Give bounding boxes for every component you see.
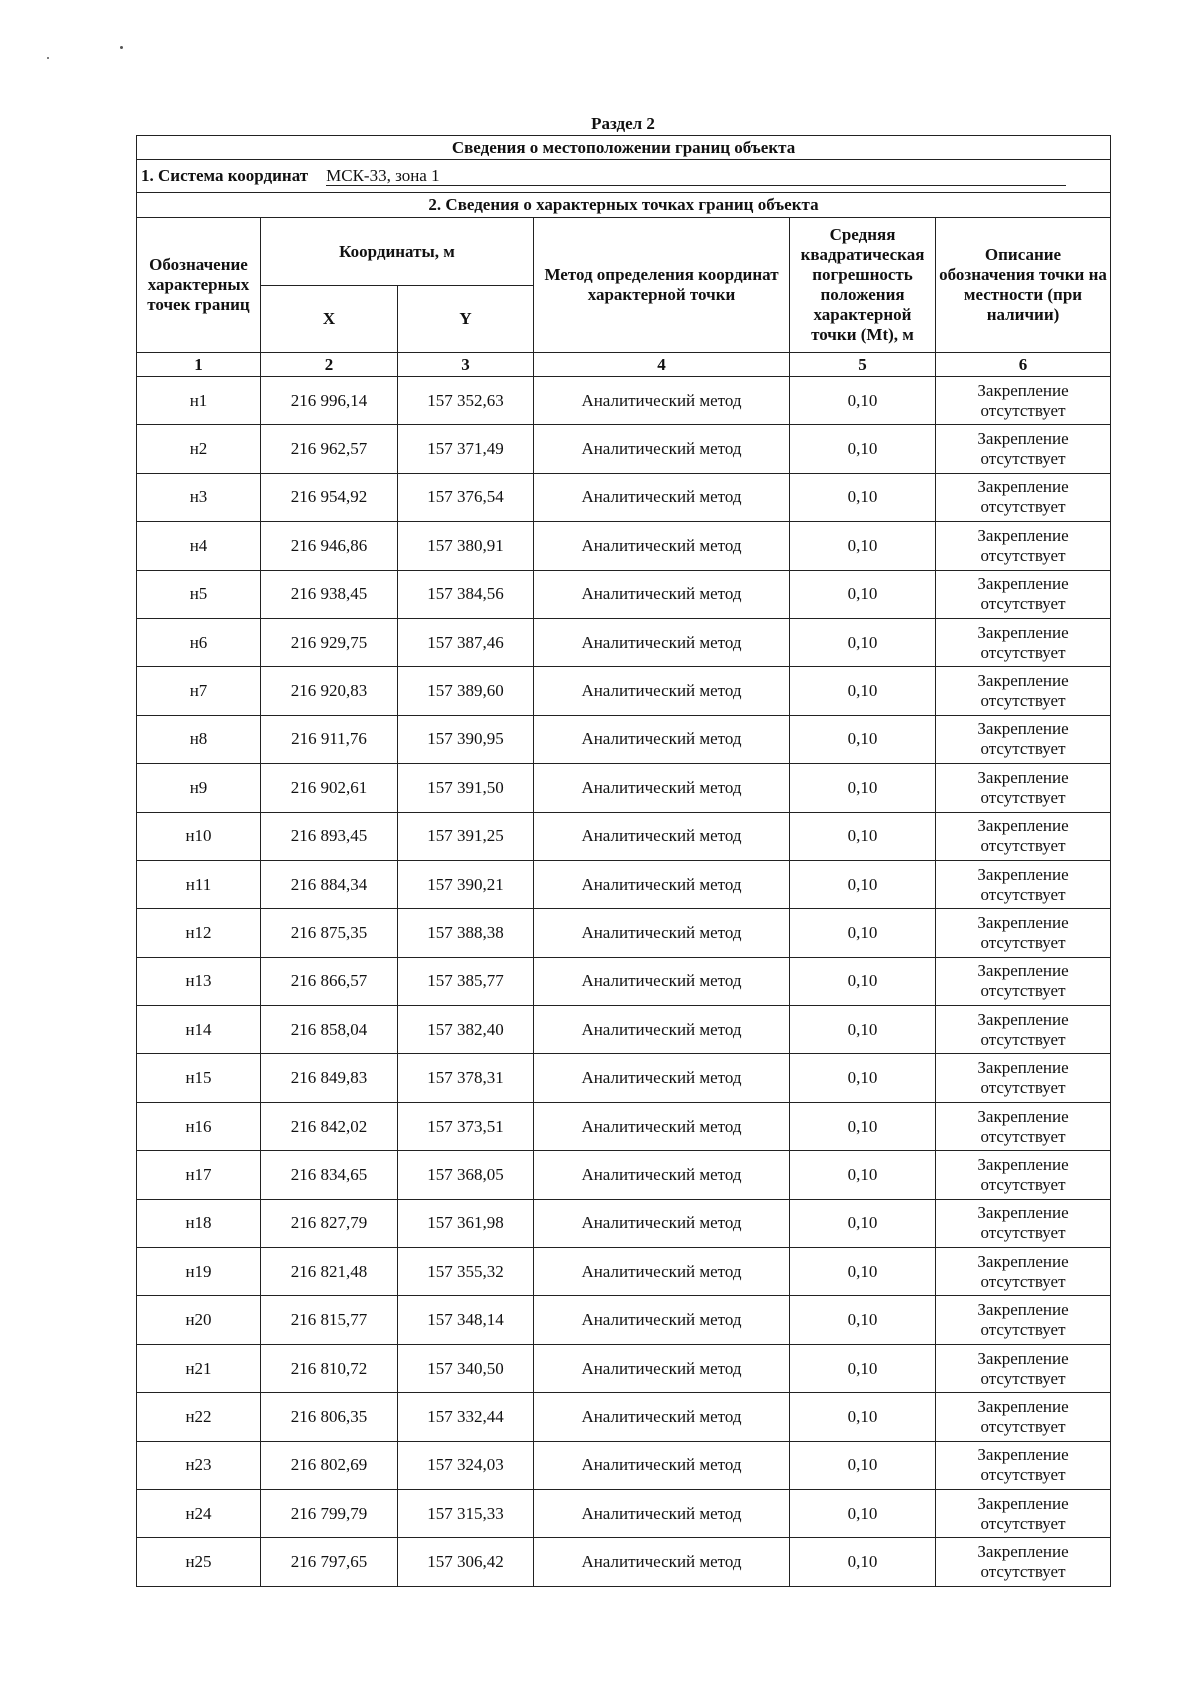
point-designation: н4: [137, 522, 261, 570]
point-designation: н8: [137, 715, 261, 763]
method-cell: Аналитический метод: [534, 1248, 790, 1296]
coord-x: 216 911,76: [261, 715, 398, 763]
method-cell: Аналитический метод: [534, 1344, 790, 1392]
error-cell: 0,10: [790, 1199, 936, 1247]
coord-y: 157 371,49: [398, 425, 534, 473]
description-cell: Закрепление отсутствует: [936, 1344, 1111, 1392]
description-cell: Закрепление отсутствует: [936, 1054, 1111, 1102]
description-cell: Закрепление отсутствует: [936, 1102, 1111, 1150]
description-cell: Закрепление отсутствует: [936, 667, 1111, 715]
method-cell: Аналитический метод: [534, 812, 790, 860]
header-description: Описание обозначения точки на местности (при наличии): [936, 218, 1111, 353]
table-row: [137, 1441, 1111, 1489]
description-cell: Закрепление отсутствует: [936, 1538, 1111, 1586]
column-number: 4: [534, 353, 790, 377]
error-cell: 0,10: [790, 618, 936, 666]
error-cell: 0,10: [790, 1296, 936, 1344]
table-row: [137, 1199, 1111, 1247]
point-designation: н25: [137, 1538, 261, 1586]
coord-y: 157 390,95: [398, 715, 534, 763]
table-row: [137, 1538, 1111, 1586]
point-designation: н1: [137, 377, 261, 425]
point-designation: н21: [137, 1344, 261, 1392]
method-cell: Аналитический метод: [534, 1054, 790, 1102]
scan-speck: [120, 46, 123, 49]
description-cell: Закрепление отсутствует: [936, 1393, 1111, 1441]
description-cell: Закрепление отсутствует: [936, 618, 1111, 666]
point-designation: н16: [137, 1102, 261, 1150]
method-cell: Аналитический метод: [534, 1393, 790, 1441]
point-designation: н10: [137, 812, 261, 860]
table-row: [137, 764, 1111, 812]
column-number: 5: [790, 353, 936, 377]
error-cell: 0,10: [790, 1344, 936, 1392]
error-cell: 0,10: [790, 1151, 936, 1199]
table-row: [137, 1006, 1111, 1054]
coord-y: 157 368,05: [398, 1151, 534, 1199]
method-cell: Аналитический метод: [534, 522, 790, 570]
table-row: [137, 860, 1111, 908]
point-designation: н23: [137, 1441, 261, 1489]
table-row: [137, 667, 1111, 715]
point-designation: н15: [137, 1054, 261, 1102]
error-cell: 0,10: [790, 1102, 936, 1150]
method-cell: Аналитический метод: [534, 377, 790, 425]
coord-x: 216 797,65: [261, 1538, 398, 1586]
coord-x: 216 834,65: [261, 1151, 398, 1199]
method-cell: Аналитический метод: [534, 1296, 790, 1344]
column-number: 6: [936, 353, 1111, 377]
error-cell: 0,10: [790, 473, 936, 521]
error-cell: 0,10: [790, 377, 936, 425]
method-cell: Аналитический метод: [534, 909, 790, 957]
description-cell: Закрепление отсутствует: [936, 1489, 1111, 1537]
table-row: [137, 570, 1111, 618]
column-number: 1: [137, 353, 261, 377]
method-cell: Аналитический метод: [534, 1006, 790, 1054]
point-designation: н17: [137, 1151, 261, 1199]
point-designation: н5: [137, 570, 261, 618]
coord-x: 216 815,77: [261, 1296, 398, 1344]
coord-x: 216 866,57: [261, 957, 398, 1005]
coord-y: 157 390,21: [398, 860, 534, 908]
table-row: [137, 1102, 1111, 1150]
method-cell: Аналитический метод: [534, 1199, 790, 1247]
coord-y: 157 324,03: [398, 1441, 534, 1489]
error-cell: 0,10: [790, 570, 936, 618]
method-cell: Аналитический метод: [534, 715, 790, 763]
error-cell: 0,10: [790, 1393, 936, 1441]
table-row: [137, 1248, 1111, 1296]
point-designation: н22: [137, 1393, 261, 1441]
coord-x: 216 806,35: [261, 1393, 398, 1441]
error-cell: 0,10: [790, 1441, 936, 1489]
point-designation: н24: [137, 1489, 261, 1537]
method-cell: Аналитический метод: [534, 1441, 790, 1489]
description-cell: Закрепление отсутствует: [936, 957, 1111, 1005]
coord-y: 157 348,14: [398, 1296, 534, 1344]
table-row: [137, 1489, 1111, 1537]
description-cell: Закрепление отсутствует: [936, 1248, 1111, 1296]
description-cell: Закрепление отсутствует: [936, 1441, 1111, 1489]
coord-x: 216 875,35: [261, 909, 398, 957]
description-cell: Закрепление отсутствует: [936, 377, 1111, 425]
table-row: [137, 957, 1111, 1005]
method-cell: Аналитический метод: [534, 425, 790, 473]
description-cell: Закрепление отсутствует: [936, 473, 1111, 521]
table-row: [137, 1054, 1111, 1102]
error-cell: 0,10: [790, 1248, 936, 1296]
method-cell: Аналитический метод: [534, 570, 790, 618]
method-cell: Аналитический метод: [534, 1151, 790, 1199]
coord-y: 157 391,25: [398, 812, 534, 860]
method-cell: Аналитический метод: [534, 667, 790, 715]
coord-x: 216 920,83: [261, 667, 398, 715]
method-cell: Аналитический метод: [534, 764, 790, 812]
point-designation: н12: [137, 909, 261, 957]
coord-x: 216 821,48: [261, 1248, 398, 1296]
point-designation: н13: [137, 957, 261, 1005]
table-row: [137, 1296, 1111, 1344]
header-y: Y: [398, 286, 534, 353]
header-x: X: [261, 286, 398, 353]
point-designation: н7: [137, 667, 261, 715]
point-designation: н11: [137, 860, 261, 908]
coord-x: 216 858,04: [261, 1006, 398, 1054]
table-row: [137, 1151, 1111, 1199]
description-cell: Закрепление отсутствует: [936, 522, 1111, 570]
coord-y: 157 389,60: [398, 667, 534, 715]
section-title: Раздел 2: [591, 114, 655, 133]
error-cell: 0,10: [790, 667, 936, 715]
coord-y: 157 332,44: [398, 1393, 534, 1441]
coord-y: 157 315,33: [398, 1489, 534, 1537]
point-designation: н9: [137, 764, 261, 812]
coord-y: 157 352,63: [398, 377, 534, 425]
table-row: [137, 909, 1111, 957]
error-cell: 0,10: [790, 909, 936, 957]
table-row: [137, 425, 1111, 473]
coord-x: 216 954,92: [261, 473, 398, 521]
point-designation: н3: [137, 473, 261, 521]
description-cell: Закрепление отсутствует: [936, 860, 1111, 908]
description-cell: Закрепление отсутствует: [936, 909, 1111, 957]
description-cell: Закрепление отсутствует: [936, 1151, 1111, 1199]
coord-x: 216 799,79: [261, 1489, 398, 1537]
description-cell: Закрепление отсутствует: [936, 1296, 1111, 1344]
error-cell: 0,10: [790, 1489, 936, 1537]
description-cell: Закрепление отсутствует: [936, 812, 1111, 860]
table-row: [137, 1344, 1111, 1392]
error-cell: 0,10: [790, 1538, 936, 1586]
coord-x: 216 929,75: [261, 618, 398, 666]
coord-x: 216 996,14: [261, 377, 398, 425]
error-cell: 0,10: [790, 715, 936, 763]
method-cell: Аналитический метод: [534, 618, 790, 666]
description-cell: Закрепление отсутствует: [936, 1199, 1111, 1247]
description-cell: Закрепление отсутствует: [936, 570, 1111, 618]
coord-y: 157 391,50: [398, 764, 534, 812]
coord-x: 216 849,83: [261, 1054, 398, 1102]
coord-system-row: [137, 160, 1111, 193]
description-cell: Закрепление отсутствует: [936, 764, 1111, 812]
error-cell: 0,10: [790, 1006, 936, 1054]
point-designation: н18: [137, 1199, 261, 1247]
header-designation: Обозначение характерных точек границ: [137, 218, 261, 353]
method-cell: Аналитический метод: [534, 473, 790, 521]
table-row: [137, 377, 1111, 425]
block-title: Сведения о местоположении границ объекта: [137, 136, 1111, 160]
table-row: [137, 473, 1111, 521]
error-cell: 0,10: [790, 957, 936, 1005]
points-title: 2. Сведения о характерных точках границ объекта: [137, 193, 1111, 218]
coord-x: 216 842,02: [261, 1102, 398, 1150]
table-row: [137, 715, 1111, 763]
table-row: [137, 1393, 1111, 1441]
coord-x: 216 962,57: [261, 425, 398, 473]
coord-system-value: МСК-33, зона 1: [326, 167, 1066, 186]
coord-x: 216 802,69: [261, 1441, 398, 1489]
point-designation: н6: [137, 618, 261, 666]
point-designation: н20: [137, 1296, 261, 1344]
boundary-table: [136, 135, 1111, 1587]
point-designation: н14: [137, 1006, 261, 1054]
point-designation: н2: [137, 425, 261, 473]
error-cell: 0,10: [790, 764, 936, 812]
header-method: Метод определения координат характерной точки: [534, 218, 790, 353]
error-cell: 0,10: [790, 1054, 936, 1102]
method-cell: Аналитический метод: [534, 1489, 790, 1537]
error-cell: 0,10: [790, 425, 936, 473]
description-cell: Закрепление отсутствует: [936, 425, 1111, 473]
coord-y: 157 382,40: [398, 1006, 534, 1054]
coord-x: 216 810,72: [261, 1344, 398, 1392]
coord-x: 216 902,61: [261, 764, 398, 812]
table-row: [137, 522, 1111, 570]
error-cell: 0,10: [790, 860, 936, 908]
header-error: Средняя квадратическая погрешность положения характерной точки (Mt), м: [790, 218, 936, 353]
coord-y: 157 340,50: [398, 1344, 534, 1392]
method-cell: Аналитический метод: [534, 1102, 790, 1150]
method-cell: Аналитический метод: [534, 860, 790, 908]
method-cell: Аналитический метод: [534, 957, 790, 1005]
coord-y: 157 361,98: [398, 1199, 534, 1247]
coord-x: 216 827,79: [261, 1199, 398, 1247]
point-designation: н19: [137, 1248, 261, 1296]
coord-y: 157 384,56: [398, 570, 534, 618]
table-row: [137, 618, 1111, 666]
header-coords: Координаты, м: [261, 218, 534, 286]
description-cell: Закрепление отсутствует: [936, 715, 1111, 763]
coord-y: 157 380,91: [398, 522, 534, 570]
table-row: [137, 812, 1111, 860]
error-cell: 0,10: [790, 812, 936, 860]
method-cell: Аналитический метод: [534, 1538, 790, 1586]
coord-x: 216 938,45: [261, 570, 398, 618]
error-cell: 0,10: [790, 522, 936, 570]
coord-y: 157 388,38: [398, 909, 534, 957]
coord-y: 157 387,46: [398, 618, 534, 666]
column-number: 3: [398, 353, 534, 377]
coord-x: 216 884,34: [261, 860, 398, 908]
column-number: 2: [261, 353, 398, 377]
coord-y: 157 306,42: [398, 1538, 534, 1586]
coord-system-label: 1. Система координат: [141, 166, 309, 185]
coord-y: 157 373,51: [398, 1102, 534, 1150]
coord-y: 157 355,32: [398, 1248, 534, 1296]
coord-x: 216 893,45: [261, 812, 398, 860]
coord-y: 157 376,54: [398, 473, 534, 521]
coord-y: 157 378,31: [398, 1054, 534, 1102]
coord-x: 216 946,86: [261, 522, 398, 570]
scan-speck: [47, 57, 49, 59]
description-cell: Закрепление отсутствует: [936, 1006, 1111, 1054]
coord-y: 157 385,77: [398, 957, 534, 1005]
